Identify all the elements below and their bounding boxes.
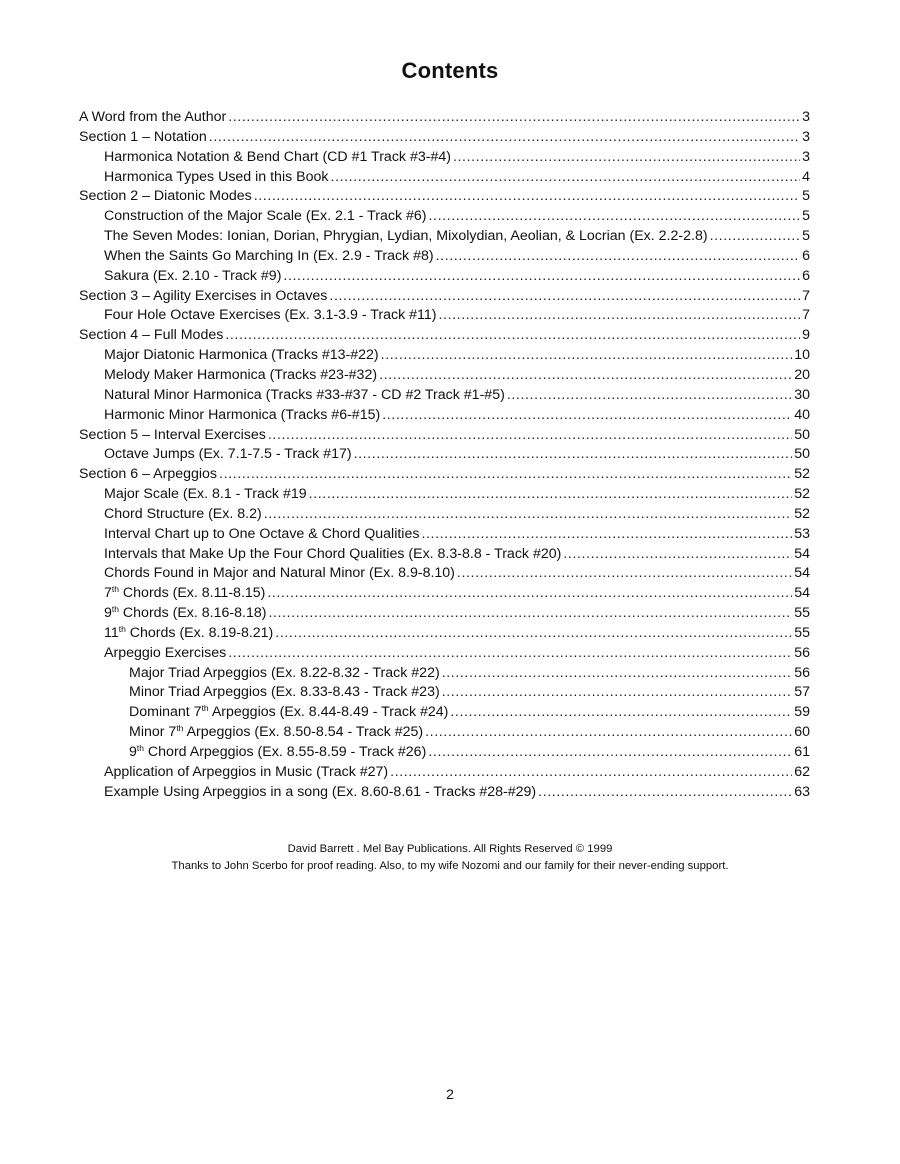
toc-entry-page: 9 [802,327,810,344]
dot-leader [390,763,792,783]
toc-entry-title [104,584,265,604]
toc-entry-page: 50 [794,446,810,463]
toc-entry-title: Minor Triad Arpeggios (Ex. 8.33-8.43 - Track #23) [129,684,440,701]
toc-entry-title: Application of Arpeggios in Music (Track #27) [104,763,389,780]
dot-leader [428,743,792,763]
dot-leader [254,187,800,207]
dot-leader [450,703,792,723]
dot-leader [268,604,792,624]
toc-entry [79,426,810,446]
toc-entry-page: 56 [794,664,810,681]
toc-entry-title: When the Saints Go Marching In (Ex. 2.9 - Track #8) [104,247,434,264]
dot-leader [425,723,792,743]
toc-entry-title: Arpeggio Exercises [104,644,227,661]
toc-entry [79,644,810,664]
toc-entry-title-ordinal: th [118,623,126,634]
toc-entry-page: 54 [794,545,810,562]
toc-entry-page: 7 [802,287,810,304]
toc-entry [79,326,810,346]
toc-entry-page: 59 [794,704,810,721]
toc-entry-title: Section 3 – Agility Exercises in Octaves [79,287,328,304]
toc-entry-title-rest: Chords (Ex. 8.11-8.15) [118,585,266,602]
toc-entry-page: 55 [794,605,810,622]
toc-entry-page: 50 [794,426,810,443]
toc-entry-title-rest: Chords (Ex. 8.19-8.21) [125,624,274,641]
toc-entry-title [129,703,448,723]
toc-entry [79,545,810,565]
dot-leader [381,346,793,366]
acknowledgement-line: Thanks to John Scerbo for proof reading. Also, to my wife Nozomi and our family for their never-ending support. [171,860,729,872]
toc-entry-title: Four Hole Octave Exercises (Ex. 3.1-3.9 - Track #11) [104,307,437,324]
dot-leader [538,783,792,803]
toc-entry [79,187,810,207]
toc-entry-title: Section 5 – Interval Exercises [79,426,266,443]
toc-entry [79,703,810,723]
toc-entry [79,465,810,485]
dot-leader [283,267,800,287]
dot-leader [330,168,800,188]
toc-entry-title-ordinal: th [176,723,184,734]
toc-entry [79,287,810,307]
toc-entry-title-number: 9 [104,605,112,622]
toc-entry-page: 6 [802,247,810,264]
toc-entry-title: The Seven Modes: Ionian, Dorian, Phrygian, Lydian, Mixolydian, Aeolian, & Locrian (Ex. 2.2-2.8) [104,228,708,245]
dot-leader [442,683,793,703]
toc-entry-page: 62 [794,763,810,780]
toc-entry-title-number: 7 [104,585,112,602]
toc-entry [79,664,810,684]
toc-entry-page: 3 [802,128,810,145]
toc-entry-page: 10 [794,347,810,364]
toc-entry-title: Intervals that Make Up the Four Chord Qualities (Ex. 8.3-8.8 - Track #20) [104,545,562,562]
toc-entry-title: Section 4 – Full Modes [79,327,224,344]
dot-leader [710,227,801,247]
toc-entry-title-ordinal: th [111,584,119,595]
toc-entry-title: A Word from the Author [79,109,227,125]
toc-entry-page: 54 [794,585,810,602]
toc-entry [79,306,810,326]
toc-entry [79,564,810,584]
dot-leader [453,148,800,168]
toc-entry-title-rest: Arpeggios (Ex. 8.44-8.49 - Track #24) [208,704,449,721]
toc-entry [79,723,810,743]
toc-entry-page: 56 [794,644,810,661]
toc-entry-title: Harmonica Types Used in this Book [104,168,329,185]
toc-entry [79,505,810,525]
dot-leader [442,664,793,684]
toc-entry-title: Major Triad Arpeggios (Ex. 8.22-8.32 - Track #22) [129,664,440,681]
toc-entry-title: Sakura (Ex. 2.10 - Track #9) [104,267,282,284]
toc-entry [79,108,810,128]
toc-entry [79,207,810,227]
toc-entry [79,683,810,703]
toc-entry-title [129,723,423,743]
toc-entry-page: 5 [802,188,810,205]
toc-entry-title: Section 6 – Arpeggios [79,466,218,483]
toc-entry-page: 30 [794,386,810,403]
toc-entry-title-ordinal: th [201,703,209,714]
toc-entry-page: 4 [802,168,810,185]
toc-entry-title: Harmonic Minor Harmonica (Tracks #6-#15) [104,406,381,423]
toc-entry-title: Chord Structure (Ex. 8.2) [104,505,262,522]
toc-entry-page: 52 [794,486,810,503]
toc-entry [79,584,810,604]
toc-entry-title: Interval Chart up to One Octave & Chord Qualities [104,525,420,542]
toc-entry-page: 7 [802,307,810,324]
dot-leader [354,445,793,465]
toc-entry-title [104,604,266,624]
toc-entry-page: 3 [802,109,810,125]
toc-entry-page: 55 [794,624,810,641]
toc-entry [79,346,810,366]
toc-entry-title: Melody Maker Harmonica (Tracks #23-#32) [104,366,378,383]
toc-entry-page: 20 [794,366,810,383]
toc-entry-page: 40 [794,406,810,423]
toc-entry-title [104,624,273,644]
dot-leader [309,485,793,505]
dot-leader [228,644,792,664]
toc-entry [79,406,810,426]
dot-leader [379,366,792,386]
toc-entry [79,128,810,148]
toc-entry-title-rest: Chords (Ex. 8.16-8.18) [118,605,267,622]
dot-leader [457,564,792,584]
dot-leader [421,525,792,545]
dot-leader [268,426,792,446]
toc-entry-title: Chords Found in Major and Natural Minor (Ex. 8.9-8.10) [104,565,455,582]
dot-leader [438,306,800,326]
toc-entry-title: Section 1 – Notation [79,128,207,145]
toc-entry [79,168,810,188]
toc-entry-page: 3 [802,148,810,165]
toc-entry [79,148,810,168]
toc-entry-page: 54 [794,565,810,582]
toc-entry-title-number: 11 [104,624,119,641]
toc-entry [79,604,810,624]
toc-entry-title-number: 9 [129,744,137,760]
toc-entry [79,485,810,505]
toc-entry [79,783,810,803]
toc-entry-page: 5 [802,228,810,245]
toc-entry-title: Major Scale (Ex. 8.1 - Track #19 [104,486,307,503]
toc-entry [79,247,810,267]
dot-leader [219,465,792,485]
dot-leader [329,287,800,307]
dot-leader [264,505,793,525]
toc-entry [79,227,810,247]
toc-entry-page: 5 [802,208,810,225]
toc-entry-page: 60 [794,724,810,741]
toc-entry-title: Octave Jumps (Ex. 7.1-7.5 - Track #17) [104,446,352,463]
dot-leader [228,108,800,128]
dot-leader [429,207,801,227]
toc-entry-title: Harmonica Notation & Bend Chart (CD #1 Track #3-#4) [104,148,451,165]
toc-entry-page: 63 [794,783,810,800]
toc-entry [79,366,810,386]
toc-entry [79,624,810,644]
dot-leader [563,545,792,565]
toc-entry-title-ordinal: th [136,743,144,753]
toc-entry-title: Major Diatonic Harmonica (Tracks #13-#22) [104,347,379,364]
toc-entry [79,743,810,763]
toc-entry-page: 53 [794,525,810,542]
toc-entry [79,267,810,287]
toc-entry-title-number: Dominant 7 [129,704,202,721]
toc-entry-page: 6 [802,267,810,284]
toc-entry-title [129,743,426,763]
toc-entry-title-rest: Chord Arpeggios (Ex. 8.55-8.59 - Track #26) [143,744,427,760]
toc-entry-page: 52 [794,505,810,522]
dot-leader [209,128,800,148]
toc-entry [79,445,810,465]
dot-leader [436,247,801,267]
dot-leader [382,406,792,426]
toc-entry-page: 61 [794,744,810,760]
toc-entry-title: Example Using Arpeggios in a song (Ex. 8.60-8.61 - Tracks #28-#29) [104,783,537,800]
page-number: 2 [446,1086,454,1102]
dot-leader [225,326,800,346]
toc-entry [79,386,810,406]
toc-entry-title-rest: Arpeggios (Ex. 8.50-8.54 - Track #25) [183,724,424,741]
dot-leader [507,386,792,406]
toc-entry-title-number: Minor 7 [129,724,177,741]
toc-entry-title-ordinal: th [111,604,119,615]
table-of-contents [79,108,810,803]
dot-leader [275,624,792,644]
page-title: Contents [401,58,499,83]
toc-entry [79,763,810,783]
copyright-line: David Barrett . Mel Bay Publications. All Rights Reserved © 1999 [287,843,613,855]
dot-leader [267,584,792,604]
toc-entry-title: Construction of the Major Scale (Ex. 2.1 - Track #6) [104,208,427,225]
toc-entry-title: Natural Minor Harmonica (Tracks #33-#37 - CD #2 Track #1-#5) [104,386,505,403]
toc-entry-page: 52 [794,466,810,483]
toc-entry [79,525,810,545]
toc-entry-title: Section 2 – Diatonic Modes [79,188,252,205]
toc-entry-page: 57 [794,684,810,701]
